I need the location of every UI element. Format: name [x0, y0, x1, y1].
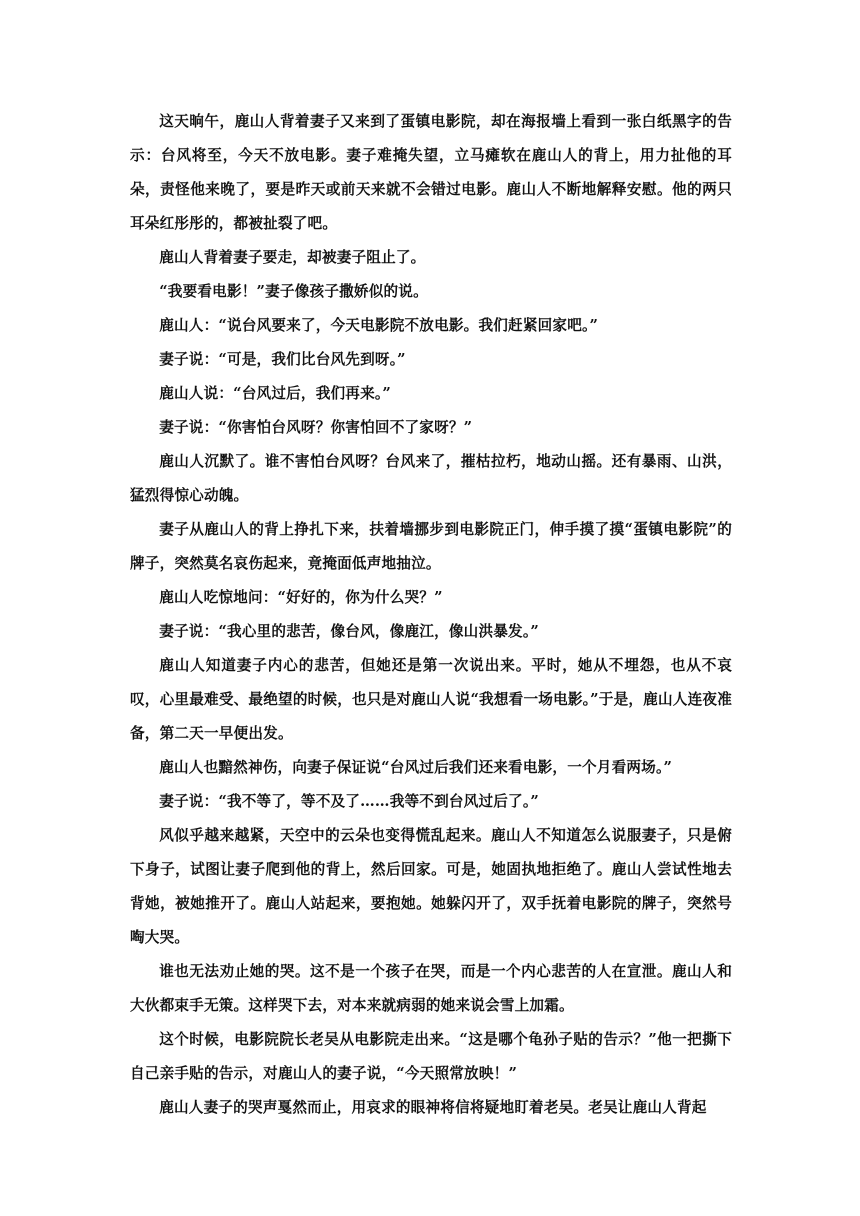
- paragraph: 妻子从鹿山人的背上挣扎下来，扶着墙挪步到电影院正门，伸手摸了摸“蛋镇电影院”的牌子，突然莫名哀伤起来，竟掩面低声地抽泣。: [130, 521, 732, 572]
- paragraph: “我要看电影！”妻子像孩子撒娇似的说。: [159, 283, 428, 300]
- paragraph: 鹿山人知道妻子内心的悲苦，但她还是第一次说出来。平时，她从不埋怨，也从不哀叹，心里最难受、最绝望的时候，也只是对鹿山人说“我想看一场电影。”于是，鹿山人连夜准备，第二天一早便出发。: [130, 657, 732, 742]
- paragraph: 妻子说：“我心里的悲苦，像台风，像鹿江，像山洪暴发。”: [159, 623, 539, 640]
- paragraph: 鹿山人吃惊地问：“好好的，你为什么哭？”: [159, 589, 443, 606]
- paragraph: 这个时候，电影院院长老吴从电影院走出来。“这是哪个龟孙子贴的告示？”他一把撕下自己亲手贴的告示，对鹿山人的妻子说，“今天照常放映！”: [130, 1031, 732, 1082]
- paragraph: 妻子说：“你害怕台风呀？你害怕回不了家呀？”: [159, 419, 473, 436]
- paragraph: 妻子说：“我不等了，等不及了……我等不到台风过后了。”: [159, 793, 539, 810]
- paragraph: 这天晌午，鹿山人背着妻子又来到了蛋镇电影院，却在海报墙上看到一张白纸黑字的告示：台风将至，今天不放电影。妻子难掩失望，立马瘫软在鹿山人的背上，用力扯他的耳朵，责怪他来晚了，要是昨天或前天来就不会错过电影。鹿山人不断地解释安慰。他的两只耳朵红彤彤的，都被扯裂了吧。: [130, 113, 732, 232]
- paragraph: 鹿山人说：“台风过后，我们再来。”: [159, 385, 391, 402]
- paragraph: 风似乎越来越紧，天空中的云朵也变得慌乱起来。鹿山人不知道怎么说服妻子，只是俯下身子，试图让妻子爬到他的背上，然后回家。可是，她固执地拒绝了。鹿山人尝试性地去背她，被她推开了。鹿山人站起来，要抱她。她躲闪开了，双手抚着电影院的牌子，突然号啕大哭。: [130, 827, 732, 946]
- paragraph: 鹿山人妻子的哭声戛然而止，用哀求的眼神将信将疑地盯着老吴。老吴让鹿山人背起: [159, 1099, 707, 1116]
- paragraph: 谁也无法劝止她的哭。这不是一个孩子在哭，而是一个内心悲苦的人在宣泄。鹿山人和大伙都束手无策。这样哭下去，对本来就病弱的她来说会雪上加霜。: [130, 963, 732, 1014]
- paragraph: 妻子说：“可是，我们比台风先到呀。”: [159, 351, 406, 368]
- paragraph: 鹿山人背着妻子要走，却被妻子阻止了。: [159, 249, 426, 266]
- paragraph: 鹿山人：“说台风要来了，今天电影院不放电影。我们赶紧回家吧。”: [159, 317, 599, 334]
- paragraph: 鹿山人沉默了。谁不害怕台风呀？台风来了，摧枯拉朽，地动山摇。还有暴雨、山洪，猛烈得惊心动魄。: [130, 453, 732, 504]
- paragraph: 鹿山人也黯然神伤，向妻子保证说“台风过后我们还来看电影，一个月看两场。”: [159, 759, 673, 776]
